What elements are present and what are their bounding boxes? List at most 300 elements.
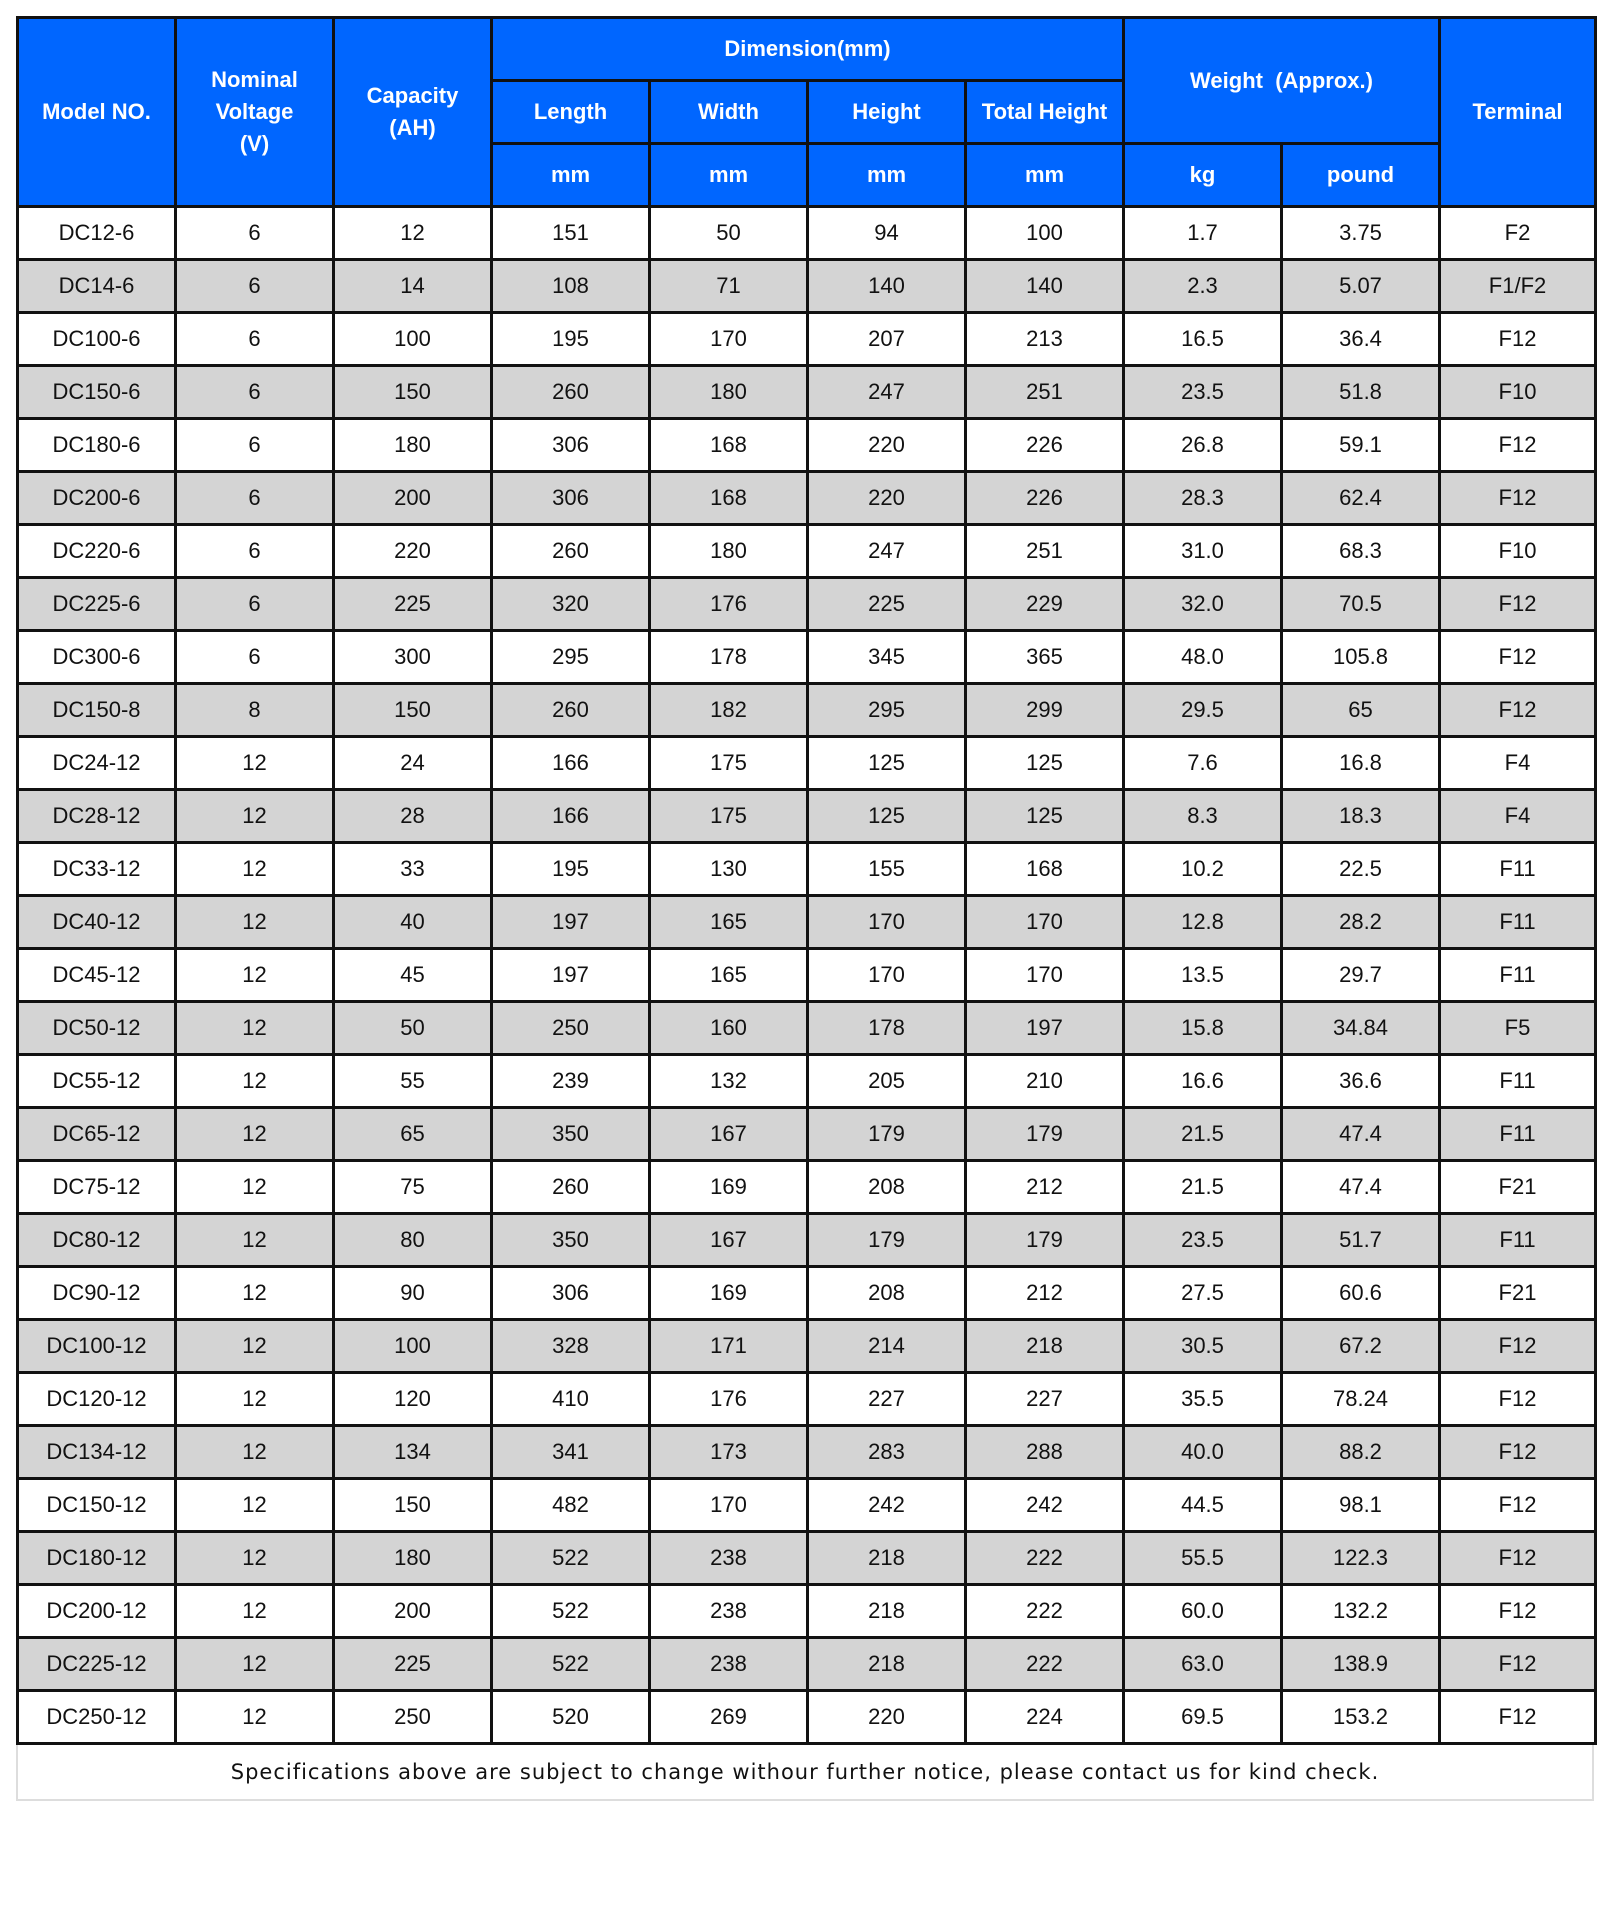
unit-height: mm — [808, 144, 966, 207]
cell-capacity: 14 — [334, 260, 492, 313]
cell-height: 125 — [808, 790, 966, 843]
cell-voltage: 12 — [176, 1532, 334, 1585]
cell-capacity: 134 — [334, 1426, 492, 1479]
table-row — [18, 1214, 1596, 1267]
cell-height: 125 — [808, 737, 966, 790]
cell-total-height: 125 — [966, 737, 1124, 790]
cell-weight-kg: 7.6 — [1124, 737, 1282, 790]
cell-model: DC12-6 — [18, 207, 176, 260]
table-row — [18, 1638, 1596, 1691]
cell-terminal: F21 — [1440, 1267, 1596, 1320]
table-row — [18, 260, 1596, 313]
cell-terminal: F11 — [1440, 843, 1596, 896]
cell-capacity: 24 — [334, 737, 492, 790]
cell-model: DC28-12 — [18, 790, 176, 843]
cell-weight-kg: 63.0 — [1124, 1638, 1282, 1691]
table-row — [18, 1373, 1596, 1426]
cell-total-height: 222 — [966, 1638, 1124, 1691]
cell-voltage: 12 — [176, 843, 334, 896]
cell-weight-pound: 51.7 — [1282, 1214, 1440, 1267]
cell-length: 250 — [492, 1002, 650, 1055]
cell-weight-pound: 34.84 — [1282, 1002, 1440, 1055]
cell-weight-kg: 48.0 — [1124, 631, 1282, 684]
cell-width: 169 — [650, 1267, 808, 1320]
cell-length: 520 — [492, 1691, 650, 1744]
cell-terminal: F10 — [1440, 525, 1596, 578]
cell-model: DC33-12 — [18, 843, 176, 896]
cell-height: 207 — [808, 313, 966, 366]
cell-model: DC300-6 — [18, 631, 176, 684]
cell-weight-kg: 27.5 — [1124, 1267, 1282, 1320]
cell-length: 239 — [492, 1055, 650, 1108]
cell-width: 175 — [650, 737, 808, 790]
cell-total-height: 170 — [966, 949, 1124, 1002]
cell-length: 306 — [492, 1267, 650, 1320]
header-model: Model NO. — [18, 18, 176, 207]
cell-weight-pound: 22.5 — [1282, 843, 1440, 896]
cell-terminal: F12 — [1440, 472, 1596, 525]
cell-width: 165 — [650, 896, 808, 949]
cell-model: DC40-12 — [18, 896, 176, 949]
cell-length: 522 — [492, 1638, 650, 1691]
cell-capacity: 220 — [334, 525, 492, 578]
cell-height: 155 — [808, 843, 966, 896]
cell-weight-pound: 65 — [1282, 684, 1440, 737]
cell-model: DC75-12 — [18, 1161, 176, 1214]
table-row — [18, 949, 1596, 1002]
cell-weight-pound: 62.4 — [1282, 472, 1440, 525]
cell-height: 220 — [808, 472, 966, 525]
table-row — [18, 1267, 1596, 1320]
cell-capacity: 180 — [334, 419, 492, 472]
cell-width: 170 — [650, 313, 808, 366]
cell-width: 269 — [650, 1691, 808, 1744]
cell-voltage: 6 — [176, 207, 334, 260]
cell-height: 220 — [808, 1691, 966, 1744]
cell-voltage: 12 — [176, 1479, 334, 1532]
cell-model: DC24-12 — [18, 737, 176, 790]
cell-total-height: 226 — [966, 419, 1124, 472]
cell-voltage: 6 — [176, 366, 334, 419]
cell-capacity: 250 — [334, 1691, 492, 1744]
cell-weight-pound: 51.8 — [1282, 366, 1440, 419]
cell-weight-kg: 26.8 — [1124, 419, 1282, 472]
cell-voltage: 6 — [176, 472, 334, 525]
cell-voltage: 12 — [176, 1002, 334, 1055]
cell-height: 208 — [808, 1161, 966, 1214]
cell-width: 169 — [650, 1161, 808, 1214]
header-height: Height — [808, 81, 966, 144]
cell-capacity: 90 — [334, 1267, 492, 1320]
cell-height: 140 — [808, 260, 966, 313]
cell-weight-pound: 105.8 — [1282, 631, 1440, 684]
cell-terminal: F4 — [1440, 737, 1596, 790]
cell-weight-pound: 138.9 — [1282, 1638, 1440, 1691]
cell-weight-pound: 36.6 — [1282, 1055, 1440, 1108]
cell-weight-kg: 15.8 — [1124, 1002, 1282, 1055]
cell-weight-pound: 132.2 — [1282, 1585, 1440, 1638]
cell-capacity: 40 — [334, 896, 492, 949]
cell-voltage: 6 — [176, 260, 334, 313]
cell-length: 320 — [492, 578, 650, 631]
table-row — [18, 525, 1596, 578]
cell-capacity: 80 — [334, 1214, 492, 1267]
cell-capacity: 200 — [334, 472, 492, 525]
cell-terminal: F12 — [1440, 313, 1596, 366]
cell-height: 94 — [808, 207, 966, 260]
table-row — [18, 1691, 1596, 1744]
cell-weight-pound: 88.2 — [1282, 1426, 1440, 1479]
cell-terminal: F10 — [1440, 366, 1596, 419]
cell-model: DC150-8 — [18, 684, 176, 737]
cell-voltage: 12 — [176, 1426, 334, 1479]
table-row — [18, 1002, 1596, 1055]
cell-terminal: F12 — [1440, 578, 1596, 631]
table-row — [18, 1320, 1596, 1373]
cell-weight-kg: 35.5 — [1124, 1373, 1282, 1426]
cell-weight-kg: 23.5 — [1124, 1214, 1282, 1267]
cell-height: 218 — [808, 1532, 966, 1585]
cell-capacity: 180 — [334, 1532, 492, 1585]
cell-width: 173 — [650, 1426, 808, 1479]
cell-capacity: 100 — [334, 1320, 492, 1373]
cell-model: DC180-6 — [18, 419, 176, 472]
cell-weight-pound: 68.3 — [1282, 525, 1440, 578]
cell-total-height: 197 — [966, 1002, 1124, 1055]
cell-terminal: F12 — [1440, 419, 1596, 472]
cell-model: DC200-12 — [18, 1585, 176, 1638]
cell-voltage: 12 — [176, 1691, 334, 1744]
cell-total-height: 179 — [966, 1108, 1124, 1161]
cell-length: 522 — [492, 1585, 650, 1638]
cell-terminal: F11 — [1440, 1055, 1596, 1108]
cell-width: 171 — [650, 1320, 808, 1373]
cell-total-height: 125 — [966, 790, 1124, 843]
cell-terminal: F12 — [1440, 631, 1596, 684]
cell-model: DC100-12 — [18, 1320, 176, 1373]
cell-width: 176 — [650, 1373, 808, 1426]
cell-weight-pound: 47.4 — [1282, 1108, 1440, 1161]
cell-weight-pound: 59.1 — [1282, 419, 1440, 472]
unit-width: mm — [650, 144, 808, 207]
cell-model: DC180-12 — [18, 1532, 176, 1585]
cell-width: 160 — [650, 1002, 808, 1055]
table-row — [18, 1426, 1596, 1479]
header-length: Length — [492, 81, 650, 144]
cell-voltage: 12 — [176, 949, 334, 1002]
unit-length: mm — [492, 144, 650, 207]
cell-weight-pound: 3.75 — [1282, 207, 1440, 260]
cell-height: 179 — [808, 1108, 966, 1161]
cell-voltage: 12 — [176, 1585, 334, 1638]
cell-capacity: 225 — [334, 578, 492, 631]
cell-total-height: 100 — [966, 207, 1124, 260]
cell-total-height: 212 — [966, 1161, 1124, 1214]
cell-length: 328 — [492, 1320, 650, 1373]
header-capacity: Capacity (AH) — [334, 18, 492, 207]
table-header — [18, 18, 1596, 207]
cell-length: 482 — [492, 1479, 650, 1532]
table-row — [18, 1161, 1596, 1214]
cell-model: DC65-12 — [18, 1108, 176, 1161]
cell-weight-kg: 44.5 — [1124, 1479, 1282, 1532]
cell-length: 260 — [492, 1161, 650, 1214]
cell-voltage: 6 — [176, 631, 334, 684]
cell-model: DC14-6 — [18, 260, 176, 313]
cell-model: DC100-6 — [18, 313, 176, 366]
cell-weight-pound: 5.07 — [1282, 260, 1440, 313]
cell-weight-kg: 32.0 — [1124, 578, 1282, 631]
cell-terminal: F5 — [1440, 1002, 1596, 1055]
table-row — [18, 737, 1596, 790]
cell-weight-kg: 8.3 — [1124, 790, 1282, 843]
cell-capacity: 120 — [334, 1373, 492, 1426]
cell-voltage: 6 — [176, 525, 334, 578]
cell-height: 208 — [808, 1267, 966, 1320]
cell-total-height: 212 — [966, 1267, 1124, 1320]
cell-terminal: F12 — [1440, 1691, 1596, 1744]
cell-weight-kg: 69.5 — [1124, 1691, 1282, 1744]
cell-total-height: 226 — [966, 472, 1124, 525]
table-row — [18, 313, 1596, 366]
cell-width: 71 — [650, 260, 808, 313]
cell-total-height: 224 — [966, 1691, 1124, 1744]
cell-terminal: F12 — [1440, 1479, 1596, 1532]
cell-model: DC50-12 — [18, 1002, 176, 1055]
cell-total-height: 229 — [966, 578, 1124, 631]
cell-weight-kg: 28.3 — [1124, 472, 1282, 525]
cell-width: 168 — [650, 419, 808, 472]
cell-capacity: 65 — [334, 1108, 492, 1161]
cell-weight-kg: 40.0 — [1124, 1426, 1282, 1479]
cell-model: DC80-12 — [18, 1214, 176, 1267]
header-width: Width — [650, 81, 808, 144]
cell-model: DC225-6 — [18, 578, 176, 631]
cell-width: 167 — [650, 1108, 808, 1161]
cell-total-height: 227 — [966, 1373, 1124, 1426]
cell-weight-kg: 2.3 — [1124, 260, 1282, 313]
cell-length: 151 — [492, 207, 650, 260]
cell-length: 306 — [492, 472, 650, 525]
table-row — [18, 684, 1596, 737]
table-row — [18, 1108, 1596, 1161]
cell-model: DC45-12 — [18, 949, 176, 1002]
cell-total-height: 222 — [966, 1532, 1124, 1585]
cell-length: 306 — [492, 419, 650, 472]
cell-capacity: 50 — [334, 1002, 492, 1055]
cell-capacity: 45 — [334, 949, 492, 1002]
cell-voltage: 12 — [176, 1214, 334, 1267]
table-row — [18, 1585, 1596, 1638]
table-row — [18, 790, 1596, 843]
table-row — [18, 207, 1596, 260]
cell-total-height: 288 — [966, 1426, 1124, 1479]
cell-capacity: 200 — [334, 1585, 492, 1638]
cell-voltage: 12 — [176, 1055, 334, 1108]
cell-length: 260 — [492, 366, 650, 419]
table-row — [18, 578, 1596, 631]
cell-height: 283 — [808, 1426, 966, 1479]
cell-model: DC225-12 — [18, 1638, 176, 1691]
cell-total-height: 213 — [966, 313, 1124, 366]
cell-weight-kg: 21.5 — [1124, 1108, 1282, 1161]
unit-pound: pound — [1282, 144, 1440, 207]
cell-length: 108 — [492, 260, 650, 313]
table-body — [18, 207, 1596, 1744]
cell-voltage: 6 — [176, 578, 334, 631]
cell-terminal: F11 — [1440, 1214, 1596, 1267]
cell-model: DC55-12 — [18, 1055, 176, 1108]
cell-weight-pound: 60.6 — [1282, 1267, 1440, 1320]
cell-height: 242 — [808, 1479, 966, 1532]
cell-height: 345 — [808, 631, 966, 684]
cell-weight-kg: 13.5 — [1124, 949, 1282, 1002]
cell-model: DC120-12 — [18, 1373, 176, 1426]
cell-capacity: 150 — [334, 1479, 492, 1532]
cell-terminal: F11 — [1440, 1108, 1596, 1161]
unit-total-height: mm — [966, 144, 1124, 207]
header-weight: Weight (Approx.) — [1124, 18, 1440, 144]
cell-weight-kg: 23.5 — [1124, 366, 1282, 419]
cell-voltage: 12 — [176, 896, 334, 949]
cell-height: 179 — [808, 1214, 966, 1267]
cell-weight-kg: 10.2 — [1124, 843, 1282, 896]
cell-terminal: F12 — [1440, 1532, 1596, 1585]
cell-total-height: 242 — [966, 1479, 1124, 1532]
cell-height: 178 — [808, 1002, 966, 1055]
cell-capacity: 225 — [334, 1638, 492, 1691]
cell-length: 197 — [492, 949, 650, 1002]
cell-model: DC150-6 — [18, 366, 176, 419]
cell-total-height: 140 — [966, 260, 1124, 313]
cell-length: 341 — [492, 1426, 650, 1479]
cell-width: 165 — [650, 949, 808, 1002]
cell-weight-kg: 21.5 — [1124, 1161, 1282, 1214]
cell-weight-pound: 29.7 — [1282, 949, 1440, 1002]
cell-capacity: 300 — [334, 631, 492, 684]
cell-capacity: 28 — [334, 790, 492, 843]
cell-width: 132 — [650, 1055, 808, 1108]
cell-total-height: 168 — [966, 843, 1124, 896]
cell-height: 247 — [808, 366, 966, 419]
cell-length: 195 — [492, 313, 650, 366]
cell-weight-kg: 29.5 — [1124, 684, 1282, 737]
cell-weight-pound: 67.2 — [1282, 1320, 1440, 1373]
cell-weight-pound: 18.3 — [1282, 790, 1440, 843]
cell-voltage: 12 — [176, 1373, 334, 1426]
header-dimension: Dimension(mm) — [492, 18, 1124, 81]
cell-voltage: 12 — [176, 1638, 334, 1691]
cell-total-height: 218 — [966, 1320, 1124, 1373]
cell-voltage: 6 — [176, 419, 334, 472]
cell-weight-pound: 78.24 — [1282, 1373, 1440, 1426]
table-row — [18, 1532, 1596, 1585]
cell-weight-pound: 70.5 — [1282, 578, 1440, 631]
cell-terminal: F12 — [1440, 1320, 1596, 1373]
cell-total-height: 251 — [966, 366, 1124, 419]
cell-width: 180 — [650, 366, 808, 419]
cell-voltage: 12 — [176, 1161, 334, 1214]
cell-model: DC220-6 — [18, 525, 176, 578]
cell-weight-kg: 55.5 — [1124, 1532, 1282, 1585]
cell-capacity: 150 — [334, 366, 492, 419]
cell-voltage: 12 — [176, 1320, 334, 1373]
cell-terminal: F12 — [1440, 1585, 1596, 1638]
table-row — [18, 843, 1596, 896]
cell-model: DC250-12 — [18, 1691, 176, 1744]
table-row — [18, 419, 1596, 472]
cell-weight-pound: 16.8 — [1282, 737, 1440, 790]
cell-width: 238 — [650, 1585, 808, 1638]
header-terminal: Terminal — [1440, 18, 1596, 207]
cell-height: 170 — [808, 949, 966, 1002]
cell-height: 225 — [808, 578, 966, 631]
cell-width: 238 — [650, 1532, 808, 1585]
cell-terminal: F11 — [1440, 896, 1596, 949]
cell-voltage: 12 — [176, 1267, 334, 1320]
cell-length: 295 — [492, 631, 650, 684]
cell-terminal: F12 — [1440, 1638, 1596, 1691]
cell-length: 350 — [492, 1108, 650, 1161]
cell-total-height: 251 — [966, 525, 1124, 578]
cell-length: 260 — [492, 525, 650, 578]
cell-width: 176 — [650, 578, 808, 631]
cell-length: 197 — [492, 896, 650, 949]
cell-length: 260 — [492, 684, 650, 737]
cell-height: 295 — [808, 684, 966, 737]
header-voltage: Nominal Voltage (V) — [176, 18, 334, 207]
cell-voltage: 12 — [176, 1108, 334, 1161]
cell-terminal: F4 — [1440, 790, 1596, 843]
cell-model: DC200-6 — [18, 472, 176, 525]
cell-length: 195 — [492, 843, 650, 896]
battery-spec-table — [16, 16, 1597, 1745]
table-row — [18, 1055, 1596, 1108]
cell-weight-kg: 12.8 — [1124, 896, 1282, 949]
cell-height: 205 — [808, 1055, 966, 1108]
table-row — [18, 631, 1596, 684]
cell-weight-pound: 47.4 — [1282, 1161, 1440, 1214]
cell-terminal: F12 — [1440, 1373, 1596, 1426]
cell-weight-pound: 28.2 — [1282, 896, 1440, 949]
cell-height: 218 — [808, 1638, 966, 1691]
cell-total-height: 210 — [966, 1055, 1124, 1108]
cell-length: 166 — [492, 790, 650, 843]
footnote: Specifications above are subject to change withour further notice, please contact us for kind check. — [16, 1745, 1594, 1801]
cell-total-height: 222 — [966, 1585, 1124, 1638]
cell-weight-kg: 60.0 — [1124, 1585, 1282, 1638]
cell-total-height: 170 — [966, 896, 1124, 949]
cell-total-height: 179 — [966, 1214, 1124, 1267]
cell-width: 167 — [650, 1214, 808, 1267]
cell-terminal: F12 — [1440, 684, 1596, 737]
table-row — [18, 366, 1596, 419]
cell-width: 238 — [650, 1638, 808, 1691]
cell-weight-pound: 36.4 — [1282, 313, 1440, 366]
cell-width: 170 — [650, 1479, 808, 1532]
cell-model: DC150-12 — [18, 1479, 176, 1532]
cell-model: DC134-12 — [18, 1426, 176, 1479]
cell-voltage: 8 — [176, 684, 334, 737]
table-row — [18, 896, 1596, 949]
cell-model: DC90-12 — [18, 1267, 176, 1320]
cell-length: 410 — [492, 1373, 650, 1426]
cell-capacity: 75 — [334, 1161, 492, 1214]
cell-length: 166 — [492, 737, 650, 790]
cell-terminal: F12 — [1440, 1426, 1596, 1479]
cell-capacity: 55 — [334, 1055, 492, 1108]
cell-capacity: 150 — [334, 684, 492, 737]
